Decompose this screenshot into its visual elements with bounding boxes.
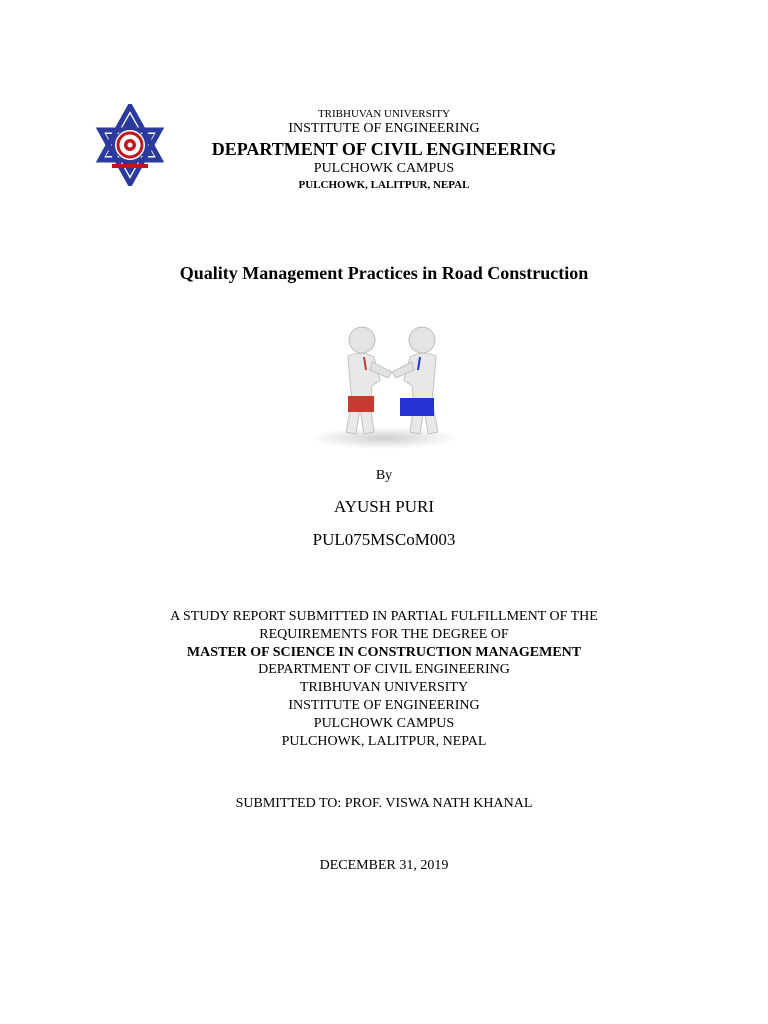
submitted-to: SUBMITTED TO: PROF. VISWA NATH KHANAL [235,796,533,811]
study-line: DEPARTMENT OF CIVIL ENGINEERING [258,662,510,678]
study-line: INSTITUTE OF ENGINEERING [288,697,480,713]
study-line: REQUIREMENTS FOR THE DEGREE OF [259,626,509,642]
handshake-figures-icon [306,300,462,452]
department-name: DEPARTMENT OF CIVIL ENGINEERING [211,139,557,159]
report-title: Quality Management Practices in Road Construction [179,263,589,283]
university-name: TRIBHUVAN UNIVERSITY [317,108,451,120]
roll-number: PUL075MSCoM003 [312,530,456,549]
submission-date: DECEMBER 31, 2019 [319,858,449,873]
author-name: AYUSH PURI [334,497,434,516]
by-label: By [375,468,393,483]
campus-name: PULCHOWK CAMPUS [313,161,455,176]
degree-name: MASTER OF SCIENCE IN CONSTRUCTION MANAGEMENT [186,644,582,660]
study-line: PULCHOWK, LALITPUR, NEPAL [281,733,487,749]
study-line: TRIBHUVAN UNIVERSITY [299,680,469,696]
institute-name: INSTITUTE OF ENGINEERING [288,121,480,136]
study-line: PULCHOWK CAMPUS [313,715,455,731]
study-statement [0,608,768,750]
study-line: A STUDY REPORT SUBMITTED IN PARTIAL FULFILLMENT OF THE [170,609,598,624]
campus-address: PULCHOWK, LALITPUR, NEPAL [298,179,470,191]
